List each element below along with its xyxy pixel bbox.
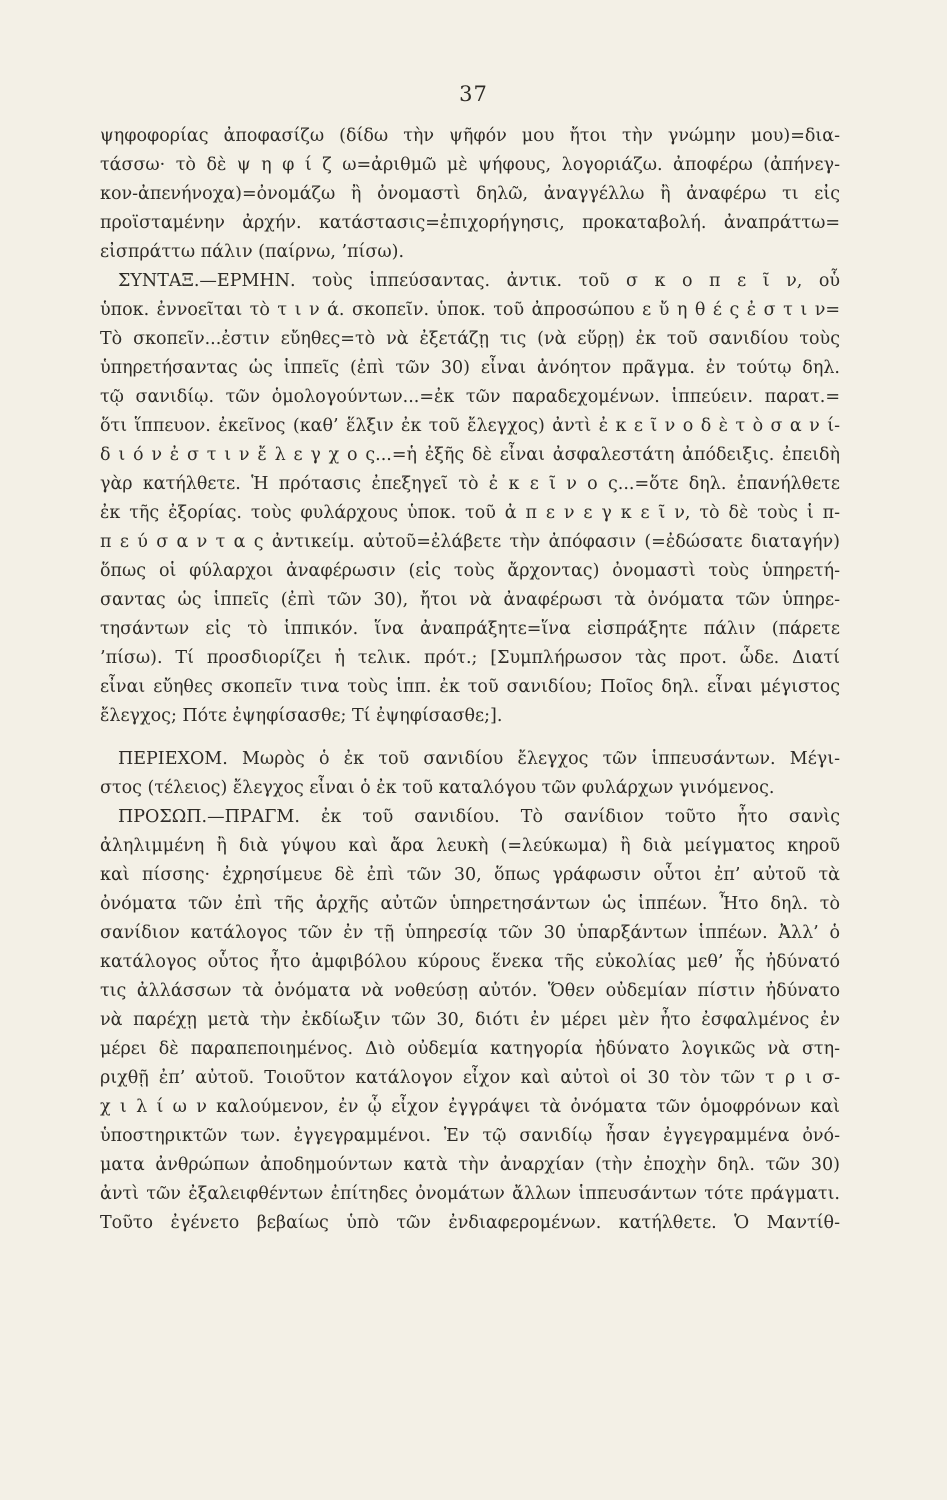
section-heading-contents: ΠΕΡΙΕΧΟΜ. Μωρὸς ὁ ἐκ τοῦ σανιδίου ἔλεγχος τῶν ἱππευσάντων. Μέγι- bbox=[118, 749, 840, 769]
text-line: τησάντων εἰς τὸ ἱππικόν. ἵνα ἀναπράξητε=ἵνα εἰσπράξητε πάλιν (πάρετε bbox=[100, 619, 840, 639]
text-line: ὅτι ἵππευον. ἐκεῖνος (καθ’ ἕλξιν ἐκ τοῦ ἔλεγχος) ἀντὶ ἐ κ ε ῖ ν ο δ ὲ τ ὸ σ α ν ί- bbox=[100, 416, 840, 436]
page-number: 37 bbox=[459, 82, 488, 106]
text-line: Τὸ σκοπεῖν...ἐστιν εὔηθες=τὸ νὰ ἐξετάζῃ τις (νὰ εὕρῃ) ἐκ τοῦ σανιδίου τοὺς bbox=[100, 329, 840, 349]
text-line: σανίδιον κατάλογος τῶν ἐν τῇ ὑπηρεσίᾳ τῶν 30 ὑπαρξάντων ἱππέων. Ἀλλ’ ὁ bbox=[100, 923, 840, 943]
text-line: π ε ύ σ α ν τ α ς ἀντικείμ. αὐτοῦ=ἐλάβετε τὴν ἀπόφασιν (=ἐδώσατε διαταγήν) bbox=[100, 532, 840, 552]
text-line: κον-ἀπενήνοχα)=ὀνομάζω ἢ ὀνομαστὶ δηλῶ, ἀναγγέλλω ἢ ἀναφέρω τι εἰς bbox=[100, 184, 840, 204]
text-line: ψηφοφορίας ἀποφασίζω (δίδω τὴν ψῆφόν μου ἤτοι τὴν γνώμην μου)=δια- bbox=[100, 126, 840, 146]
text-line: εἰσπράττω πάλιν (παίρνω, ’πίσω). bbox=[100, 242, 405, 262]
text-line: δ ι ό ν ἐ σ τ ι ν ἔ λ ε γ χ ο ς...=ἡ ἐξῆς δὲ εἶναι ἀσφαλεστάτη ἀπόδειξις. ἐπειδὴ bbox=[100, 445, 840, 465]
text-line: τις ἀλλάσσων τὰ ὀνόματα νὰ νοθεύσῃ αὐτόν. Ὅθεν οὐδεμίαν πίστιν ἠδύνατο bbox=[100, 981, 840, 1001]
text-line: ὀνόματα τῶν ἐπὶ τῆς ἀρχῆς αὐτῶν ὑπηρετησάντων ὡς ἱππέων. Ἦτο δηλ. τὸ bbox=[100, 894, 840, 914]
text-line: εἶναι εὔηθες σκοπεῖν τινα τοὺς ἱππ. ἐκ τοῦ σανιδίου; Ποῖος δηλ. εἶναι μέγιστος bbox=[100, 677, 840, 697]
text-line: ὑποστηρικτῶν των. ἐγγεγραμμένοι. Ἐν τῷ σανιδίῳ ἦσαν ἐγγεγραμμένα ὀνό- bbox=[100, 1126, 840, 1146]
text-line: κατάλογος οὗτος ἦτο ἀμφιβόλου κύρους ἕνεκα τῆς εὐκολίας μεθ’ ἧς ἠδύνατό bbox=[100, 952, 840, 972]
text-line: ἀληλιμμένη ἢ διὰ γύψου καὶ ἄρα λευκὴ (=λεύκωμα) ἢ διὰ μείγματος κηροῦ bbox=[100, 836, 840, 856]
text-line: στος (τέλειος) ἔλεγχος εἶναι ὁ ἐκ τοῦ καταλόγου τῶν φυλάρχων γινόμενος. bbox=[100, 778, 775, 798]
text-line: ἀντὶ τῶν ἐξαλειφθέντων ἐπίτηδες ὀνομάτων ἄλλων ἱππευσάντων τότε πράγματι. bbox=[100, 1184, 840, 1204]
page-body bbox=[100, 122, 840, 1267]
text-line: προϊσταμένην ἀρχήν. κατάστασις=ἐπιχορήγησις, προκαταβολή. ἀναπράττω= bbox=[100, 213, 840, 233]
text-line: ἔλεγχος; Πότε ἐψηφίσασθε; Τί ἐψηφίσασθε;]. bbox=[100, 706, 503, 726]
text-line: ὑποκ. ἐννοεῖται τὸ τ ι ν ά. σκοπεῖν. ὑποκ. τοῦ ἀπροσώπου ε ὔ η θ έ ς ἐ σ τ ι ν= bbox=[100, 300, 840, 320]
text-line: ἐκ τῆς ἐξορίας. τοὺς φυλάρχους ὑποκ. τοῦ ἀ π ε ν ε γ κ ε ῖ ν, τὸ δὲ τοὺς ἱ π- bbox=[100, 503, 840, 523]
text-line: ματα ἀνθρώπων ἀποδημούντων κατὰ τὴν ἀναρχίαν (τὴν ἐποχὴν δηλ. τῶν 30) bbox=[100, 1155, 840, 1175]
text-line: Τοῦτο ἐγένετο βεβαίως ὑπὸ τῶν ἐνδιαφερομένων. κατήλθετε. Ὁ Μαντίθ- bbox=[100, 1213, 840, 1233]
section-heading-syntax: ΣΥΝΤΑΞ.—ΕΡΜΗΝ. τοὺς ἱππεύσαντας. ἀντικ. τοῦ σ κ ο π ε ῖ ν, οὗ bbox=[118, 271, 840, 291]
text-line: σαντας ὡς ἱππεῖς (ἐπὶ τῶν 30), ἤτοι νὰ ἀναφέρωσι τὰ ὀνόματα τῶν ὑπηρε- bbox=[100, 590, 840, 610]
text-line: ριχθῇ ἐπ’ αὐτοῦ. Τοιοῦτον κατάλογον εἶχον καὶ αὐτοὶ οἱ 30 τὸν τῶν τ ρ ι σ- bbox=[100, 1068, 840, 1088]
text-line: νὰ παρέχῃ μετὰ τὴν ἐκδίωξιν τῶν 30, διότι ἐν μέρει μὲν ἦτο ἐσφαλμένος ἐν bbox=[100, 1010, 840, 1030]
text-line: τάσσω· τὸ δὲ ψ η φ ί ζ ω=ἀριθμῶ μὲ ψήφους, λογοριάζω. ἀποφέρω (ἀπήνεγ- bbox=[100, 155, 840, 175]
text-line: χ ι λ ί ω ν καλούμενον, ἐν ᾧ εἶχον ἐγγράψει τὰ ὀνόματα τῶν ὁμοφρόνων καὶ bbox=[100, 1097, 840, 1117]
text-line: μέρει δὲ παραπεποιημένος. Διὸ οὐδεμία κατηγορία ἠδύνατο λογικῶς νὰ στη- bbox=[100, 1039, 840, 1059]
text-line: ὅπως οἱ φύλαρχοι ἀναφέρωσιν (εἰς τοὺς ἄρχοντας) ὀνομαστὶ τοὺς ὑπηρετή- bbox=[100, 561, 840, 581]
text-line: τῷ σανιδίῳ. τῶν ὁμολογούντων...=ἐκ τῶν παραδεχομένων. ἱππεύειν. παρατ.= bbox=[100, 387, 840, 407]
text-line: ὑπηρετήσαντας ὡς ἱππεῖς (ἐπὶ τῶν 30) εἶναι ἀνόητον πρᾶγμα. ἐν τούτῳ δηλ. bbox=[100, 358, 840, 378]
text-line: καὶ πίσσης· ἐχρησίμευε δὲ ἐπὶ τῶν 30, ὅπως γράφωσιν οὗτοι ἐπ’ αὐτοῦ τὰ bbox=[100, 865, 840, 885]
text-line: ’πίσω). Τί προσδιορίζει ἡ τελικ. πρότ.; [Συμπλήρωσον τὰς προτ. ὧδε. Διατί bbox=[100, 648, 840, 668]
text-line bbox=[100, 1238, 840, 1267]
text-line: γὰρ κατήλθετε. Ἡ πρότασις ἐπεξηγεῖ τὸ ἐ κ ε ῖ ν ο ς...=ὅτε δηλ. ἐπανήλθετε bbox=[100, 474, 840, 494]
section-heading-persons: ΠΡΟΣΩΠ.—ΠΡΑΓΜ. ἐκ τοῦ σανιδίου. Τὸ σανίδιον τοῦτο ἦτο σανὶς bbox=[118, 807, 840, 827]
